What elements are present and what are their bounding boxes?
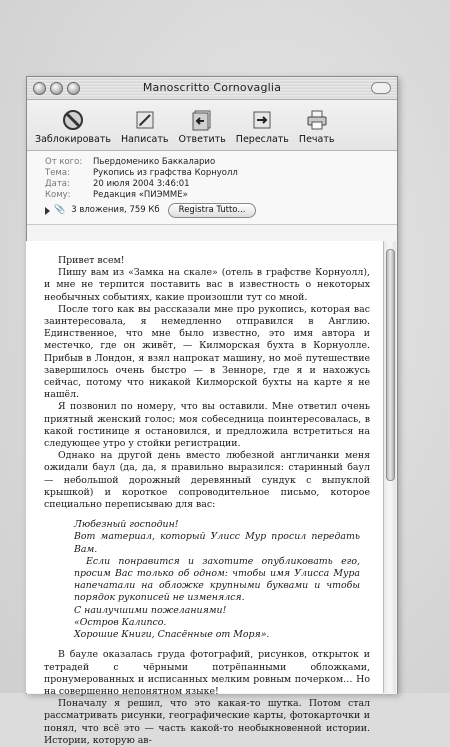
to-key: Кому: <box>45 190 71 200</box>
quote-line: «Остров Калипсо. <box>74 616 167 628</box>
attachments-row <box>45 203 397 218</box>
window-title: Manoscritto Cornovaglia <box>142 81 282 94</box>
quote-line: Любезный господин! <box>74 519 179 531</box>
body-paragraph: Поначалу я решил, что это какая-то шутка. Потом стал рассматривать рисунки, географические карты, фотокарточки и понял, что всё это — часть какой-то необыкновенной истории. Истории, которую ав- <box>44 698 370 746</box>
subject-key: Тема: <box>45 168 70 178</box>
date-value: 20 июля 2004 3:46:01 <box>93 179 190 189</box>
toolbar <box>27 100 397 151</box>
body-paragraph: Однако на другой день вместо любезной англичанки меня ожидали баул (да, да, я правильно выразился: старинный баул — небольшой дорожный деревянный сундук с выпуклой крышкой) и короткое сопроводительное письмо, которое специально переписываю для вас: <box>44 450 370 511</box>
date-row <box>45 179 397 190</box>
subject-row <box>45 168 397 179</box>
forward-label: Переслать <box>235 134 289 145</box>
save-all-button[interactable]: Registra Tutto... <box>168 203 257 218</box>
block-button[interactable] <box>35 109 111 150</box>
paperclip-icon: 📎 <box>54 205 66 215</box>
to-value[interactable]: Редакция «ПИЭММЕ» <box>93 190 188 200</box>
from-row <box>45 157 397 168</box>
body-paragraph: В бауле оказалась груда фотографий, рисунков, открыток и тетрадей с чёрными потрёпанными обложками, пронумерованных и исписанных мелким ровным почерком… Но на совершенно непонятном языке! <box>44 649 370 697</box>
toolbar-toggle-button[interactable] <box>371 82 391 94</box>
reply-label: Ответить <box>178 134 226 145</box>
print-label: Печать <box>298 134 335 145</box>
subject-value: Рукопись из графства Корнуолл <box>93 168 238 178</box>
reply-button[interactable] <box>179 109 226 150</box>
forward-button[interactable] <box>236 109 289 150</box>
body-greeting: Привет всем! <box>58 255 125 266</box>
block-icon <box>62 109 84 131</box>
body-paragraph: Пишу вам из «Замка на скале» (отель в графстве Корнуолл), и мне не терпится поставить вас в известность о некоторых необычных событиях, какие произошли тут со мной. <box>44 267 370 303</box>
write-label: Написать <box>120 134 169 145</box>
message-headers <box>27 151 397 225</box>
body-paragraph: После того как вы рассказали мне про рукопись, которая вас заинтересовала, я немедленно отправился в Англию. Единственное, что мне было известно, это имя автора и местечко, где он живёт, — Килморская бухта в Корнуолле. Прибыв в Лондон, я взял напрокат машину, но моё путешествие завершилось очень быстро — в Зенноре, где я и нахожусь сейчас, потому что никакой Килморской бухты на карте я не нашёл. <box>44 303 370 401</box>
quote-line: С наилучшими пожеланиями! <box>74 604 227 616</box>
from-value[interactable]: Пьердоменико Баккаларио <box>93 157 216 167</box>
quote-line: Вот материал, который Улисс Мур просил передать Вам. <box>74 531 360 555</box>
reply-icon <box>191 109 213 131</box>
forward-icon <box>251 109 273 131</box>
quote-line: Если понравится и захотите опубликовать его, просим Вас только об одном: чтобы имя Улисса Мура напечатали на обложке крупными буквами и чтобы порядок рукописей не изменялся. <box>74 555 360 604</box>
from-key: От кого: <box>45 157 83 167</box>
attachments-summary: 3 вложения, 759 Кб <box>71 205 160 215</box>
body-paragraph: Я позвонил по номеру, что вы оставили. Мне ответил очень приятный женский голос; моя собеседница поинтересовалась, в какой гостинице я остановился, и предложила встретиться на следующее утро у стойки регистрации. <box>44 401 370 450</box>
title-bar[interactable] <box>27 77 397 100</box>
mail-window <box>26 76 398 694</box>
to-row <box>45 190 397 201</box>
write-button[interactable] <box>121 109 169 150</box>
block-label: Заблокировать <box>35 134 111 145</box>
quote-line: Хорошие Книги, Спасённые от Моря». <box>74 629 270 641</box>
disclosure-triangle-icon[interactable] <box>45 207 50 215</box>
print-button[interactable] <box>299 109 335 150</box>
printer-icon <box>306 109 328 131</box>
compose-icon <box>134 109 156 131</box>
date-key: Дата: <box>45 179 70 189</box>
